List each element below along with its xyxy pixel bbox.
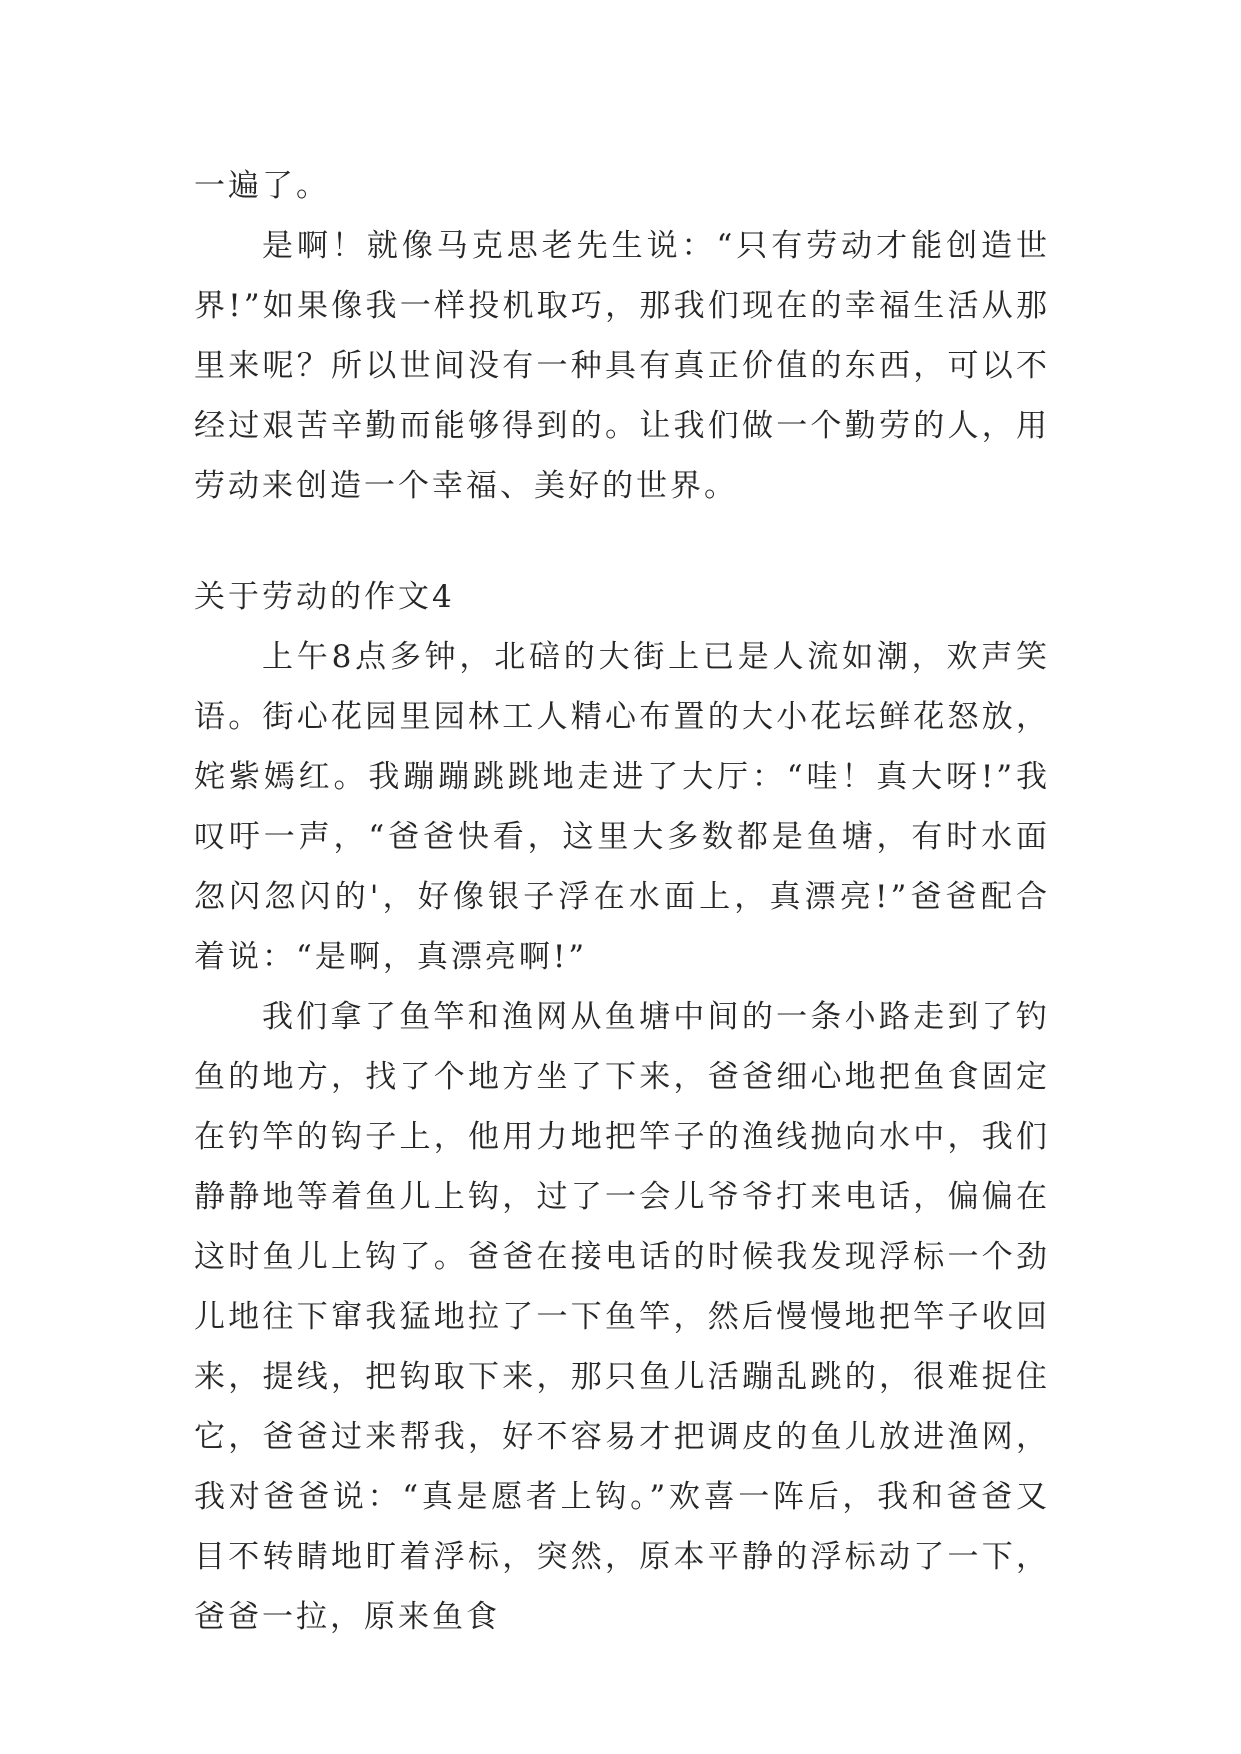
concluding-paragraph: 是啊！就像马克思老先生说：“只有劳动才能创造世界!”如果像我一样投机取巧，那我们现在的幸福生活从那里来呢？所以世间没有一种具有真正价值的东西，可以不经过艰苦辛勤而能够得到的。让我们做一个勤劳的人，用劳动来创造一个幸福、美好的世界。 <box>194 228 1050 504</box>
essay-heading: 关于劳动的作文4 <box>194 579 455 615</box>
essay-paragraph-1: 上午8点多钟，北碚的大街上已是人流如潮，欢声笑语。街心花园里园林工人精心布置的大小花坛鲜花怒放，姹紫嫣红。我蹦蹦跳跳地走进了大厅：“哇！真大呀!”我叹吁一声，“爸爸快看，这里大多数都是鱼塘，有时水面忽闪忽闪的'，好像银子浮在水面上，真漂亮!”爸爸配合着说：“是啊，真漂亮啊!” <box>194 639 1050 975</box>
essay-4 <box>194 567 1050 1647</box>
continuation-line: 一遍了。 <box>194 168 330 204</box>
essay-3-ending <box>194 156 1050 516</box>
essay-paragraph-2: 我们拿了鱼竿和渔网从鱼塘中间的一条小路走到了钓鱼的地方，找了个地方坐了下来，爸爸细心地把鱼食固定在钓竿的钩子上，他用力地把竿子的渔线抛向水中，我们静静地等着鱼儿上钩，过了一会儿爷爷打来电话，偏偏在这时鱼儿上钩了。爸爸在接电话的时候我发现浮标一个劲儿地往下窜我猛地拉了一下鱼竿，然后慢慢地把竿子收回来，提线，把钩取下来，那只鱼儿活蹦乱跳的，很难捉住它，爸爸过来帮我，好不容易才把调皮的鱼儿放进渔网，我对爸爸说：“真是愿者上钩。”欢喜一阵后，我和爸爸又目不转睛地盯着浮标，突然，原本平静的浮标动了一下，爸爸一拉，原来鱼食 <box>194 999 1050 1635</box>
